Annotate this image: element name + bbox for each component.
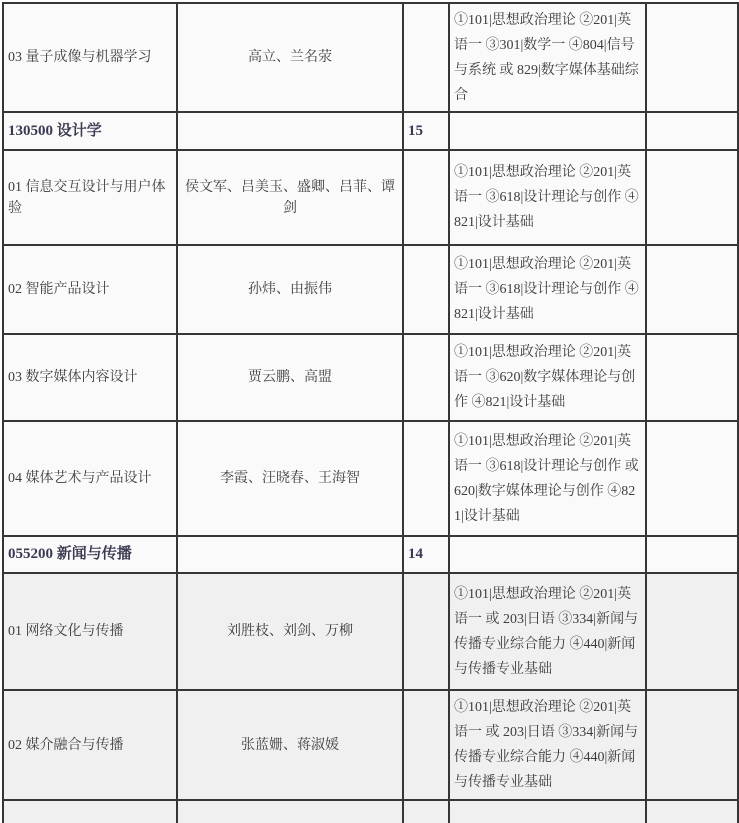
remarks-cell xyxy=(646,573,738,690)
advisors-cell: 孙炜、由振伟 xyxy=(177,245,403,334)
program-cell xyxy=(3,800,177,823)
section-row xyxy=(3,536,738,573)
quota-cell xyxy=(403,421,449,536)
program-cell: 02 媒介融合与传播 xyxy=(3,690,177,800)
remarks-cell xyxy=(646,112,738,150)
remarks-cell xyxy=(646,421,738,536)
exams-cell: ①101|思想政治理论 ②201|英语一 ③620|数字媒体理论与创作 ④821|设计基础 xyxy=(449,334,646,421)
table-row xyxy=(3,150,738,245)
remarks-cell xyxy=(646,536,738,573)
quota-cell xyxy=(403,573,449,690)
program-cell: 01 网络文化与传播 xyxy=(3,573,177,690)
table-row xyxy=(3,421,738,536)
remarks-cell xyxy=(646,334,738,421)
program-cell: 03 数字媒体内容设计 xyxy=(3,334,177,421)
advisors-cell: 高立、兰名荥 xyxy=(177,3,403,112)
table-row xyxy=(3,573,738,690)
exams-cell: ①101|思想政治理论 ②201|英语一 ③301|数学一 ④804|信号与系统 或 829|数字媒体基础综合 xyxy=(449,3,646,112)
advisors-cell: 侯文军、吕美玉、盛卿、吕菲、谭剑 xyxy=(177,150,403,245)
exams-cell: ①101|思想政治理论 ②201|英语一 或 203|日语 ③334|新闻与传播专业综合能力 ④440|新闻与传播专业基础 xyxy=(449,573,646,690)
quota-cell xyxy=(403,800,449,823)
quota-cell xyxy=(403,334,449,421)
quota-cell xyxy=(403,150,449,245)
admissions-table xyxy=(2,2,739,823)
program-cell: 01 信息交互设计与用户体验 xyxy=(3,150,177,245)
quota-cell xyxy=(403,3,449,112)
table-row-partial xyxy=(3,800,738,823)
table-row xyxy=(3,334,738,421)
exams-cell xyxy=(449,800,646,823)
section-row xyxy=(3,112,738,150)
quota-cell xyxy=(403,245,449,334)
program-cell: 02 智能产品设计 xyxy=(3,245,177,334)
exams-cell: ①101|思想政治理论 ②201|英语一 或 203|日语 ③334|新闻与传播专业综合能力 ④440|新闻与传播专业基础 xyxy=(449,690,646,800)
remarks-cell xyxy=(646,690,738,800)
table-row xyxy=(3,3,738,112)
program-cell: 03 量子成像与机器学习 xyxy=(3,3,177,112)
quota-cell xyxy=(403,690,449,800)
exams-cell: ①101|思想政治理论 ②201|英语一 ③618|设计理论与创作 ④821|设计基础 xyxy=(449,245,646,334)
table-row xyxy=(3,690,738,800)
remarks-cell xyxy=(646,245,738,334)
exams-cell: ①101|思想政治理论 ②201|英语一 ③618|设计理论与创作 或 620|数字媒体理论与创作 ④821|设计基础 xyxy=(449,421,646,536)
program-cell: 04 媒体艺术与产品设计 xyxy=(3,421,177,536)
section-title-cell: 130500 设计学 xyxy=(3,112,177,150)
quota-cell: 14 xyxy=(403,536,449,573)
exams-cell xyxy=(449,112,646,150)
advisors-cell xyxy=(177,800,403,823)
section-title-cell: 055200 新闻与传播 xyxy=(3,536,177,573)
advisors-cell: 张蓝姗、蒋淑媛 xyxy=(177,690,403,800)
advisors-cell: 李霞、汪晓春、王海智 xyxy=(177,421,403,536)
advisors-cell xyxy=(177,112,403,150)
remarks-cell xyxy=(646,3,738,112)
advisors-cell xyxy=(177,536,403,573)
exams-cell xyxy=(449,536,646,573)
table-row xyxy=(3,245,738,334)
remarks-cell xyxy=(646,150,738,245)
exams-cell: ①101|思想政治理论 ②201|英语一 ③618|设计理论与创作 ④821|设计基础 xyxy=(449,150,646,245)
remarks-cell xyxy=(646,800,738,823)
advisors-cell: 刘胜枝、刘剑、万柳 xyxy=(177,573,403,690)
advisors-cell: 贾云鹏、高盟 xyxy=(177,334,403,421)
quota-cell: 15 xyxy=(403,112,449,150)
